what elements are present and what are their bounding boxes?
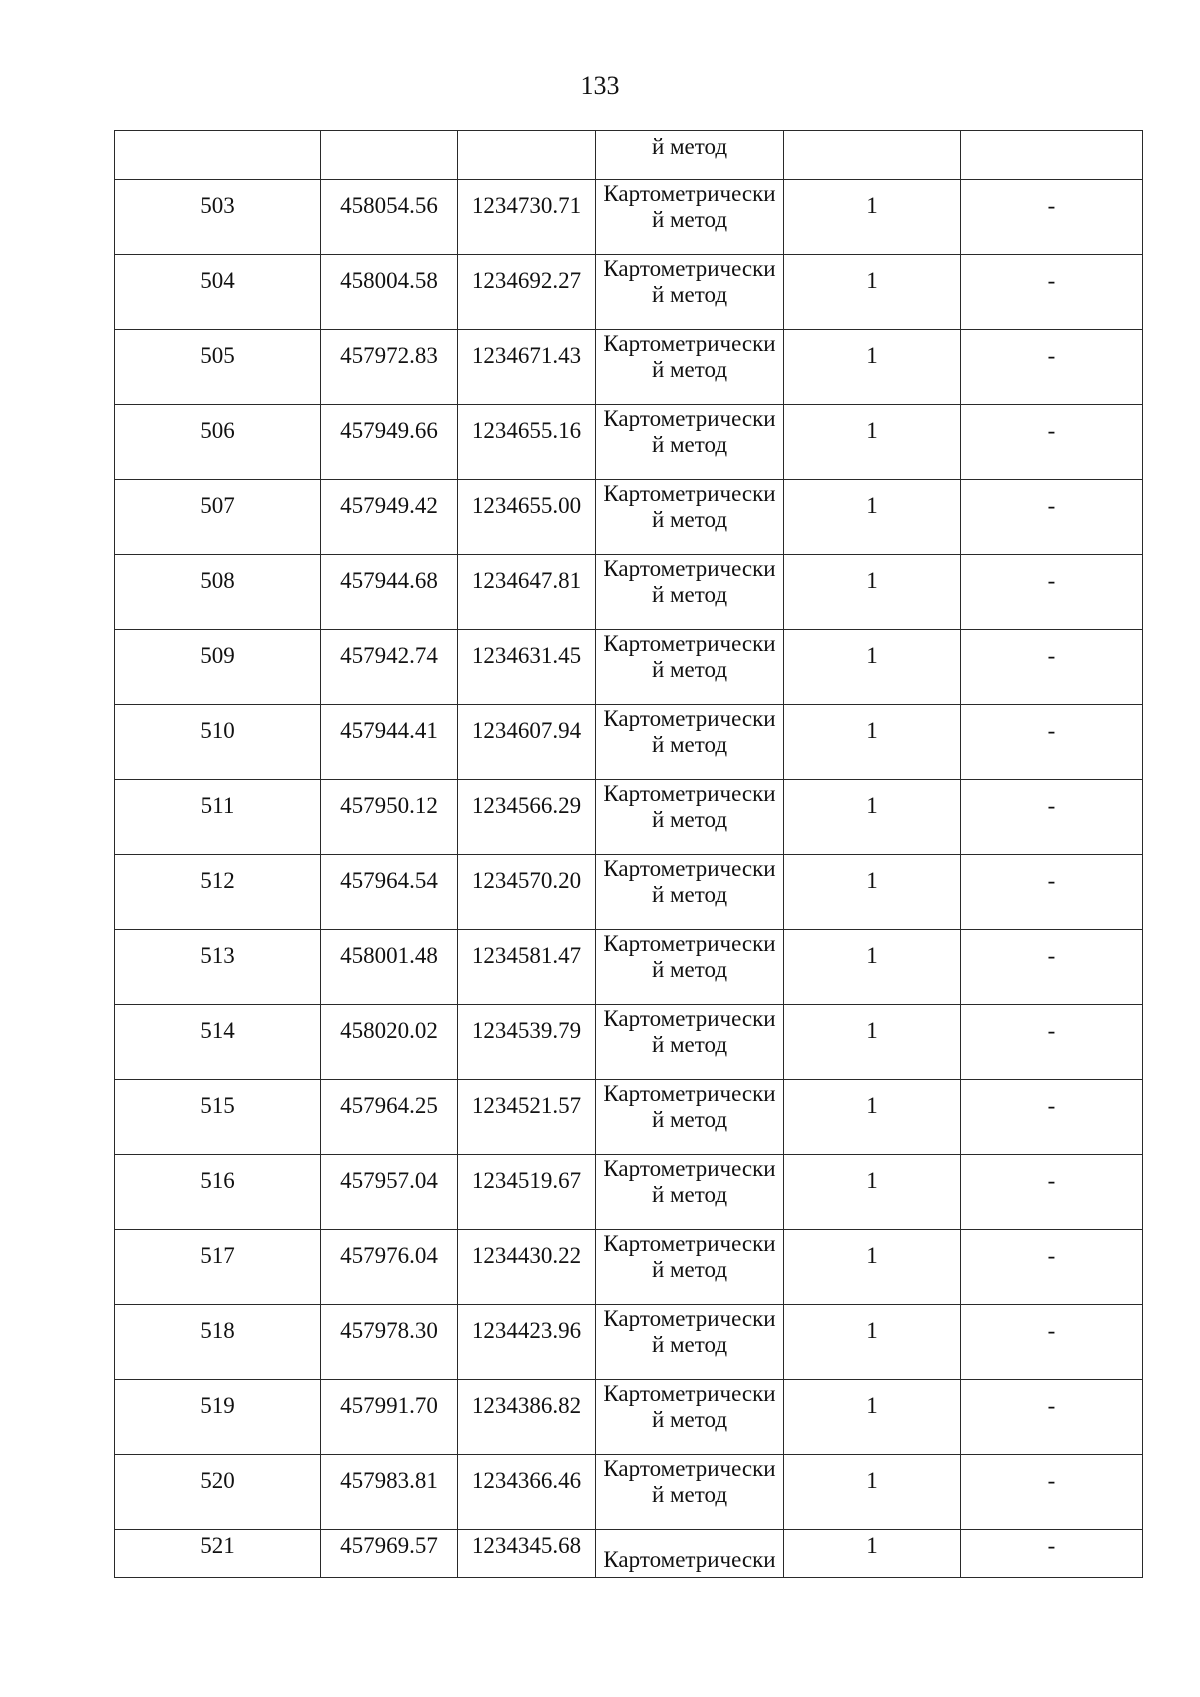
accuracy-text: 1 [866,418,878,443]
y-coordinate-text: 1234430.22 [471,1243,582,1268]
accuracy-text: 1 [866,1243,878,1268]
table-row [115,330,1143,405]
x-coordinate-cell [321,1005,458,1080]
accuracy-cell [784,1455,961,1530]
point-number-cell [115,405,321,480]
page-number: 133 [580,71,620,100]
y-coordinate-text: 1234671.43 [471,343,582,368]
point-number-cell [115,1230,321,1305]
point-number-cell [115,855,321,930]
note-cell [961,480,1143,555]
note-text: - [1047,193,1056,218]
x-coordinate-text: 457944.68 [340,568,438,593]
y-coordinate-text: 1234570.20 [471,868,582,893]
note-text: - [1047,1018,1056,1043]
x-coordinate-text: 458054.56 [340,193,438,218]
method-cell [596,1380,784,1455]
table-row [115,630,1143,705]
method-cell [596,555,784,630]
y-coordinate-text: 1234423.96 [471,1318,582,1343]
accuracy-text: 1 [866,793,878,818]
y-coordinate-cell [458,1005,596,1080]
x-coordinate-cell [321,1380,458,1455]
x-coordinate-cell [321,555,458,630]
x-coordinate-text: 457949.42 [340,493,438,518]
point-number-cell [115,330,321,405]
accuracy-cell [784,1380,961,1455]
accuracy-cell [784,780,961,855]
point-number-cell [115,1155,321,1230]
y-coordinate-text: 1234366.46 [471,1468,582,1493]
table-row [115,855,1143,930]
point-number-text: 520 [200,1468,235,1493]
note-text: - [1047,718,1056,743]
x-coordinate-cell [321,1305,458,1380]
method-text: Картометрически й метод [603,481,776,532]
point-number-text: 512 [200,868,235,893]
y-coordinate-text: 1234581.47 [471,943,582,968]
accuracy-cell [784,180,961,255]
y-coordinate-cell [458,705,596,780]
note-cell [961,405,1143,480]
note-cell [961,780,1143,855]
y-coordinate-text: 1234655.00 [471,493,582,518]
point-number-text: 514 [200,1018,235,1043]
point-number-cell [115,630,321,705]
accuracy-text: 1 [866,718,878,743]
y-coordinate-cell [458,1380,596,1455]
note-cell [961,1080,1143,1155]
method-text: Картометрически й метод [603,1381,776,1432]
y-coordinate-text: 1234647.81 [471,568,582,593]
note-cell [961,1155,1143,1230]
method-cell [596,255,784,330]
accuracy-cell [784,1005,961,1080]
accuracy-text: 1 [866,268,878,293]
method-cell [596,405,784,480]
y-coordinate-text: 1234519.67 [471,1168,582,1193]
accuracy-text: 1 [866,1093,878,1118]
note-text: - [1047,268,1056,293]
accuracy-text: 1 [866,193,878,218]
point-number-text: 506 [200,418,235,443]
x-coordinate-text: 457964.25 [340,1093,438,1118]
accuracy-text: 1 [866,1168,878,1193]
coordinates-table-body [115,131,1143,1578]
method-text: Картометрически й метод [603,1231,776,1282]
y-coordinate-cell [458,1155,596,1230]
point-number-cell [115,1380,321,1455]
note-cell [961,555,1143,630]
method-text: Картометрически й метод [603,1081,776,1132]
accuracy-cell [784,1230,961,1305]
y-coordinate-cell [458,930,596,1005]
x-coordinate-cell [321,1230,458,1305]
accuracy-text: 1 [866,1533,878,1558]
point-number-text: 521 [200,1533,235,1558]
point-number-text: 507 [200,493,235,518]
method-cell [596,1230,784,1305]
x-coordinate-cell [321,405,458,480]
method-text: Картометрически й метод [603,181,776,232]
point-number-text: 517 [200,1243,235,1268]
y-coordinate-cell [458,780,596,855]
method-text: Картометрически й метод [603,556,776,607]
y-coordinate-text: 1234607.94 [471,718,582,743]
x-coordinate-cell [321,480,458,555]
point-number-text: 515 [200,1093,235,1118]
point-number-cell [115,1080,321,1155]
note-text: - [1047,643,1056,668]
method-cell [596,1455,784,1530]
table-row [115,1080,1143,1155]
x-coordinate-text: 457964.54 [340,868,438,893]
note-cell [961,131,1143,180]
note-text: - [1047,1318,1056,1343]
method-cell [596,480,784,555]
method-text: Картометрически й метод [603,256,776,307]
x-coordinate-text: 457983.81 [340,1468,438,1493]
note-cell [961,330,1143,405]
accuracy-cell [784,1530,961,1578]
accuracy-cell [784,930,961,1005]
accuracy-text: 1 [866,1468,878,1493]
table-row [115,930,1143,1005]
point-number-text: 510 [200,718,235,743]
point-number-cell [115,555,321,630]
x-coordinate-cell [321,330,458,405]
note-text: - [1047,943,1056,968]
y-coordinate-cell [458,255,596,330]
point-number-cell [115,180,321,255]
method-text: Картометрически й метод [603,931,776,982]
note-cell [961,180,1143,255]
y-coordinate-cell [458,180,596,255]
x-coordinate-text: 457942.74 [340,643,438,668]
method-text: Картометрически й метод [603,706,776,757]
table-row [115,705,1143,780]
method-cell [596,855,784,930]
accuracy-text: 1 [866,493,878,518]
accuracy-text: 1 [866,1318,878,1343]
point-number-cell [115,1530,321,1578]
method-cell [596,1155,784,1230]
note-cell [961,1530,1143,1578]
accuracy-cell [784,131,961,180]
method-text: Картометрически й метод [603,1156,776,1207]
y-coordinate-text: 1234730.71 [471,193,582,218]
y-coordinate-cell [458,480,596,555]
method-text: Картометрически й метод [603,631,776,682]
point-number-text: 505 [200,343,235,368]
x-coordinate-text: 457944.41 [340,718,438,743]
y-coordinate-cell [458,1080,596,1155]
y-coordinate-cell [458,405,596,480]
method-cell [596,180,784,255]
x-coordinate-cell [321,855,458,930]
x-coordinate-text: 457957.04 [340,1168,438,1193]
point-number-text: 519 [200,1393,235,1418]
table-row [115,1005,1143,1080]
method-text: Картометрически [603,1547,776,1572]
point-number-cell [115,480,321,555]
point-number-text: 511 [200,793,235,818]
note-text: - [1047,418,1056,443]
point-number-text: 503 [200,193,235,218]
table-row [115,1455,1143,1530]
x-coordinate-text: 457972.83 [340,343,438,368]
method-cell [596,330,784,405]
x-coordinate-text: 457950.12 [340,793,438,818]
point-number-text: 518 [200,1318,235,1343]
accuracy-cell [784,555,961,630]
accuracy-text: 1 [866,1393,878,1418]
accuracy-text: 1 [866,943,878,968]
y-coordinate-cell [458,330,596,405]
x-coordinate-text: 458020.02 [340,1018,438,1043]
accuracy-cell [784,1305,961,1380]
table-row [115,1230,1143,1305]
note-cell [961,1005,1143,1080]
accuracy-cell [784,1155,961,1230]
x-coordinate-cell [321,255,458,330]
method-text: Картометрически й метод [603,1006,776,1057]
note-cell [961,630,1143,705]
coordinates-table [114,130,1143,1578]
y-coordinate-cell [458,131,596,180]
y-coordinate-text: 1234521.57 [471,1093,582,1118]
point-number-cell [115,1005,321,1080]
note-text: - [1047,1168,1056,1193]
point-number-cell [115,780,321,855]
x-coordinate-cell [321,1155,458,1230]
method-cell [596,1305,784,1380]
y-coordinate-cell [458,555,596,630]
method-cell [596,780,784,855]
point-number-text: 516 [200,1168,235,1193]
y-coordinate-text: 1234386.82 [471,1393,582,1418]
continuation-row [115,131,1143,180]
y-coordinate-text: 1234345.68 [471,1533,582,1558]
note-cell [961,1230,1143,1305]
table-row [115,1155,1143,1230]
x-coordinate-cell [321,1455,458,1530]
method-cell [596,1080,784,1155]
method-text: Картометрически й метод [603,856,776,907]
method-cell [596,131,784,180]
point-number-cell [115,1455,321,1530]
x-coordinate-text: 457949.66 [340,418,438,443]
accuracy-cell [784,630,961,705]
point-number-cell [115,255,321,330]
point-number-text: 508 [200,568,235,593]
note-cell [961,705,1143,780]
y-coordinate-text: 1234655.16 [471,418,582,443]
x-coordinate-cell [321,1530,458,1578]
x-coordinate-cell [321,1080,458,1155]
accuracy-cell [784,1080,961,1155]
method-cell [596,630,784,705]
table-row [115,1530,1143,1578]
note-text: - [1047,868,1056,893]
method-text: Картометрически й метод [603,1306,776,1357]
x-coordinate-cell [321,705,458,780]
method-text: Картометрически й метод [603,406,776,457]
point-number-text: 509 [200,643,235,668]
y-coordinate-cell [458,1530,596,1578]
method-cell [596,705,784,780]
accuracy-cell [784,705,961,780]
note-text: - [1047,1533,1056,1558]
table-row [115,180,1143,255]
note-text: - [1047,793,1056,818]
accuracy-text: 1 [866,643,878,668]
x-coordinate-text: 457991.70 [340,1393,438,1418]
method-cell [596,1005,784,1080]
note-text: - [1047,1468,1056,1493]
y-coordinate-text: 1234631.45 [471,643,582,668]
table-row [115,405,1143,480]
accuracy-cell [784,480,961,555]
accuracy-text: 1 [866,568,878,593]
method-text: й метод [651,134,728,159]
note-text: - [1047,1093,1056,1118]
point-number-cell [115,930,321,1005]
note-cell [961,930,1143,1005]
x-coordinate-text: 457978.30 [340,1318,438,1343]
point-number-cell [115,1305,321,1380]
y-coordinate-cell [458,1305,596,1380]
point-number-cell [115,131,321,180]
point-number-text: 504 [200,268,235,293]
table-row [115,1305,1143,1380]
table-row [115,1380,1143,1455]
x-coordinate-cell [321,780,458,855]
y-coordinate-cell [458,1455,596,1530]
accuracy-cell [784,255,961,330]
note-cell [961,1305,1143,1380]
y-coordinate-text: 1234692.27 [471,268,582,293]
x-coordinate-cell [321,180,458,255]
note-text: - [1047,343,1056,368]
note-cell [961,1380,1143,1455]
accuracy-text: 1 [866,1018,878,1043]
accuracy-text: 1 [866,868,878,893]
x-coordinate-text: 457969.57 [340,1533,438,1558]
y-coordinate-cell [458,1230,596,1305]
note-cell [961,255,1143,330]
note-text: - [1047,1393,1056,1418]
x-coordinate-text: 457976.04 [340,1243,438,1268]
accuracy-cell [784,330,961,405]
table-row [115,255,1143,330]
y-coordinate-cell [458,855,596,930]
x-coordinate-text: 458004.58 [340,268,438,293]
y-coordinate-text: 1234539.79 [471,1018,582,1043]
accuracy-cell [784,405,961,480]
note-text: - [1047,493,1056,518]
point-number-text: 513 [200,943,235,968]
method-text: Картометрически й метод [603,1456,776,1507]
table-row [115,480,1143,555]
x-coordinate-cell [321,131,458,180]
accuracy-text: 1 [866,343,878,368]
x-coordinate-text: 458001.48 [340,943,438,968]
note-cell [961,1455,1143,1530]
note-text: - [1047,568,1056,593]
y-coordinate-cell [458,630,596,705]
method-text: Картометрически й метод [603,331,776,382]
accuracy-cell [784,855,961,930]
method-cell [596,1530,784,1578]
method-text: Картометрически й метод [603,781,776,832]
point-number-cell [115,705,321,780]
y-coordinate-text: 1234566.29 [471,793,582,818]
note-text: - [1047,1243,1056,1268]
method-cell [596,930,784,1005]
x-coordinate-cell [321,630,458,705]
x-coordinate-cell [321,930,458,1005]
note-cell [961,855,1143,930]
table-row [115,780,1143,855]
table-row [115,555,1143,630]
